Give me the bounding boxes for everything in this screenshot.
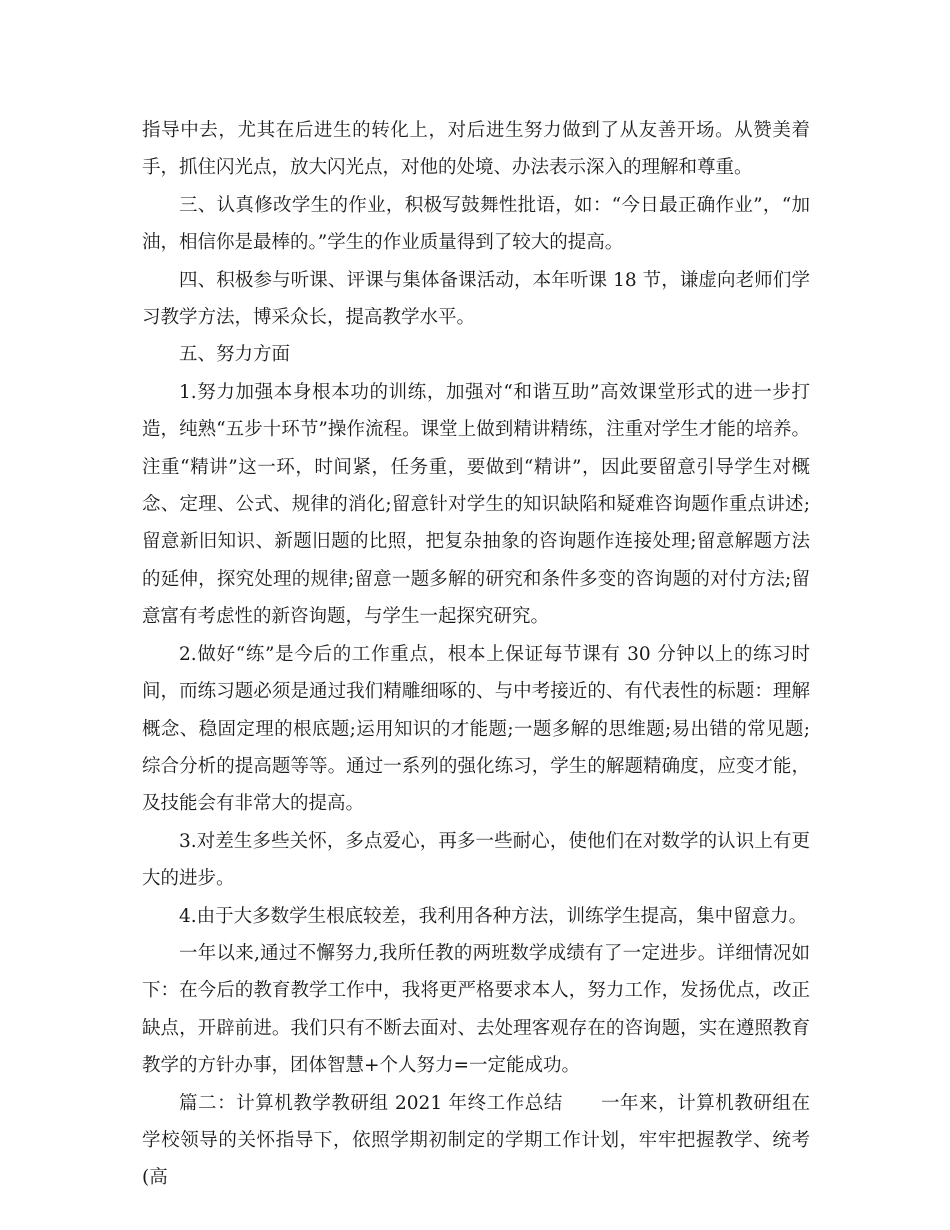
section-heading-5: 五、努力方面 [179,344,291,366]
paragraph-item-4: 4.由于大多数学生根底较差，我利用各种方法，训练学生提高，集中留意力。 [179,905,808,927]
paragraph-3: 四、积极参与听课、评课与集体备课活动，本年听课 18 节，谦虚向老师们学习教学方法，博采众长，提高教学水平。 [142,269,810,329]
paragraph-item-1: 1.努力加强本身根本功的训练，加强对“和谐互助”高效课堂形式的进一步打造，纯熟“五步十环节”操作流程。课堂上做到精讲精练，注重对学生才能的培养。注重“精讲”这一环，时间紧，任务重，要做到“精讲”，因此要留意引导学生对概念、定理、公式、规律的消化;留意针对学生的知识缺陷和疑难咨询题作重点讲述;留意新旧知识、新题旧题的比照，把复杂抽象的咨询题作连接处理;留意解题方法的延伸，探究处理的规律;留意一题多解的研究和条件多变的咨询题的对付方法;留意富有考虑性的新咨询题，与学生一起探究研究。 [142,381,810,628]
paragraph-2: 三、认真修改学生的作业，积极写鼓舞性批语，如：“今日最正确作业”，“加油，相信你是最棒的。”学生的作业质量得到了较大的提高。 [142,194,810,254]
paragraph-item-3: 3.对差生多些关怀，多点爱心，再多一些耐心，使他们在对数学的认识上有更大的进步。 [142,830,810,890]
paragraph-item-2: 2.做好“练”是今后的工作重点，根本上保证每节课有 30 分钟以上的练习时间，而练习题必须是通过我们精雕细啄的、与中考接近的、有代表性的标题：理解概念、稳固定理的根底题;运用知识的才能题;一题多解的思维题;易出错的常见题;综合分析的提高题等等。通过一系列的强化练习，学生的解题精确度，应变才能，及技能会有非常大的提高。 [142,643,810,815]
paragraph-1: 指导中去，尤其在后进生的转化上，对后进生努力做到了从友善开场。从赞美着手，抓住闪光点，放大闪光点，对他的处境、办法表示深入的理解和尊重。 [142,120,810,179]
paragraph-article-two: 篇二：计算机教学教研组 2021 年终工作总结 一年来，计算机教研组在学校领导的关怀指导下，依照学期初制定的学期工作计划，牢牢把握教学、统考(高 [142,1092,810,1189]
document-body [142,112,810,1197]
paragraph-summary: 一年以来,通过不懈努力,我所任教的两班数学成绩有了一定进步。详细情况如下：在今后的教育教学工作中，我将更严格要求本人，努力工作，发扬优点，改正缺点，开辟前进。我们只有不断去面对、去处理客观存在的咨询题，实在遵照教育教学的方针办事，团体智慧+个人努力=一定能成功。 [142,942,810,1077]
